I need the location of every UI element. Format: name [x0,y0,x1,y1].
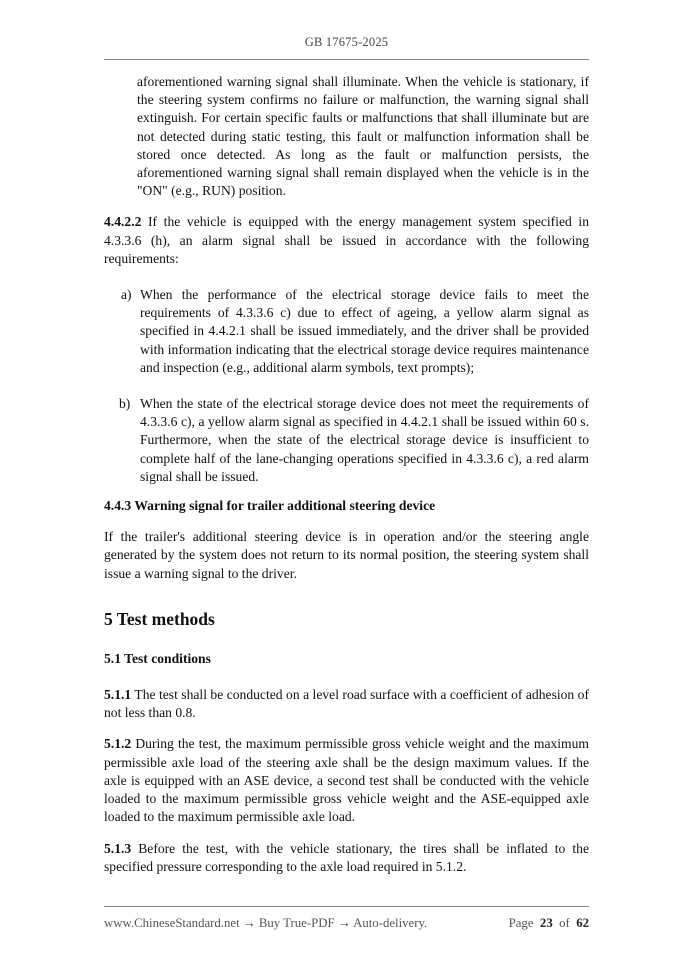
current-page: 23 [539,916,553,930]
arrow-right-icon: → [337,916,351,930]
clause-text: During the test, the maximum permissible gross vehicle weight and the maximum permissible axle load of the steering axle shall be the design maximum values. If the axle is equipped with an ASE device, a second test shall be conducted with the vehicle loaded to the maximum permissible gross vehicle weight and the ASE-equipped axle loaded to the maximum permissible axle load. [104,736,589,825]
clause-text: If the vehicle is equipped with the energy management system specified in 4.3.3.6 (h), an alarm signal shall be issued in accordance with the following requirements: [104,214,589,266]
standard-code: GB 17675-2025 [304,35,389,49]
list-item-a [104,286,589,377]
clause-number: 4.4.2.2 [104,214,142,230]
footer-links [104,916,427,931]
list-item-text: When the performance of the electrical storage device fails to meet the requirements of 4.3.3.6 c) due to effect of ageing, a yellow alarm signal as specified in 4.4.2.1 shall be issued immediately, and the driver shall be provided with information indicating that the electrical storage device requires maintenance and inspection (e.g., additional alarm symbols, text prompts); [140,287,589,375]
clause-5-1-1 [104,686,589,722]
list-item-label: b) [119,396,131,412]
clause-5-1-2 [104,735,589,826]
site-link[interactable]: www.ChineseStandard.net [104,916,240,930]
of-word: of [559,916,570,930]
clause-number: 5.1.3 [104,840,132,856]
clause-4-4-3-text: If the trailer's additional steering device is in operation and/or the steering angle generated by the system does not return to its normal position, the steering system shall issue a warning signal to the driver. [104,529,589,581]
header-divider [104,59,589,60]
page-content [104,73,589,876]
buy-true-pdf-link[interactable]: Buy True-PDF [258,916,335,930]
subsection-5-1-heading: 5.1 Test conditions [104,650,211,666]
section-5-heading: 5 Test methods [104,608,215,629]
footer-divider [104,906,589,907]
clause-4-4-3-heading: 4.4.3 Warning signal for trailer additional steering device [104,498,436,514]
total-pages: 62 [576,916,589,930]
clause-text: The test shall be conducted on a level road surface with a coefficient of adhesion of not less than 0.8. [104,687,589,721]
page-word: Page [508,916,534,930]
auto-delivery-text: Auto-delivery. [353,916,428,930]
clause-number: 5.1.2 [104,736,132,752]
list-item-label: a) [121,287,132,303]
arrow-right-icon: → [242,916,256,930]
list-item-text: When the state of the electrical storage device does not meet the requirements of 4.3.3.6 c), a yellow alarm signal as specified in 4.4.2.1 shall be issued within 60 s. Furthermore, when the state of the electrical storage device is insufficient to complete half of the lane-changing operations specified in 4.3.3.6 c), a red alarm signal shall be issued. [140,396,589,484]
clause-number: 5.1.1 [104,687,132,703]
clause-text: Before the test, with the vehicle stationary, the tires shall be inflated to the specified pressure corresponding to the axle load required in 5.1.2. [104,840,589,874]
page-number [509,916,589,931]
page-header [0,35,693,50]
continuation-paragraph: aforementioned warning signal shall illuminate. When the vehicle is stationary, if the steering system confirms no failure or malfunction, the warning signal shall extinguish. For certain specific faults or malfunctions that shall illuminate but are not detected during static testing, this fault or malfunction information shall be stored once detected. As long as the fault or malfunction persists, the aforementioned warning signal shall remain displayed when the vehicle is in the "ON" (e.g., RUN) position. [137,74,589,199]
clause-4-4-2-2 [104,213,589,268]
list-item-b [104,395,589,486]
clause-5-1-3 [104,840,589,876]
